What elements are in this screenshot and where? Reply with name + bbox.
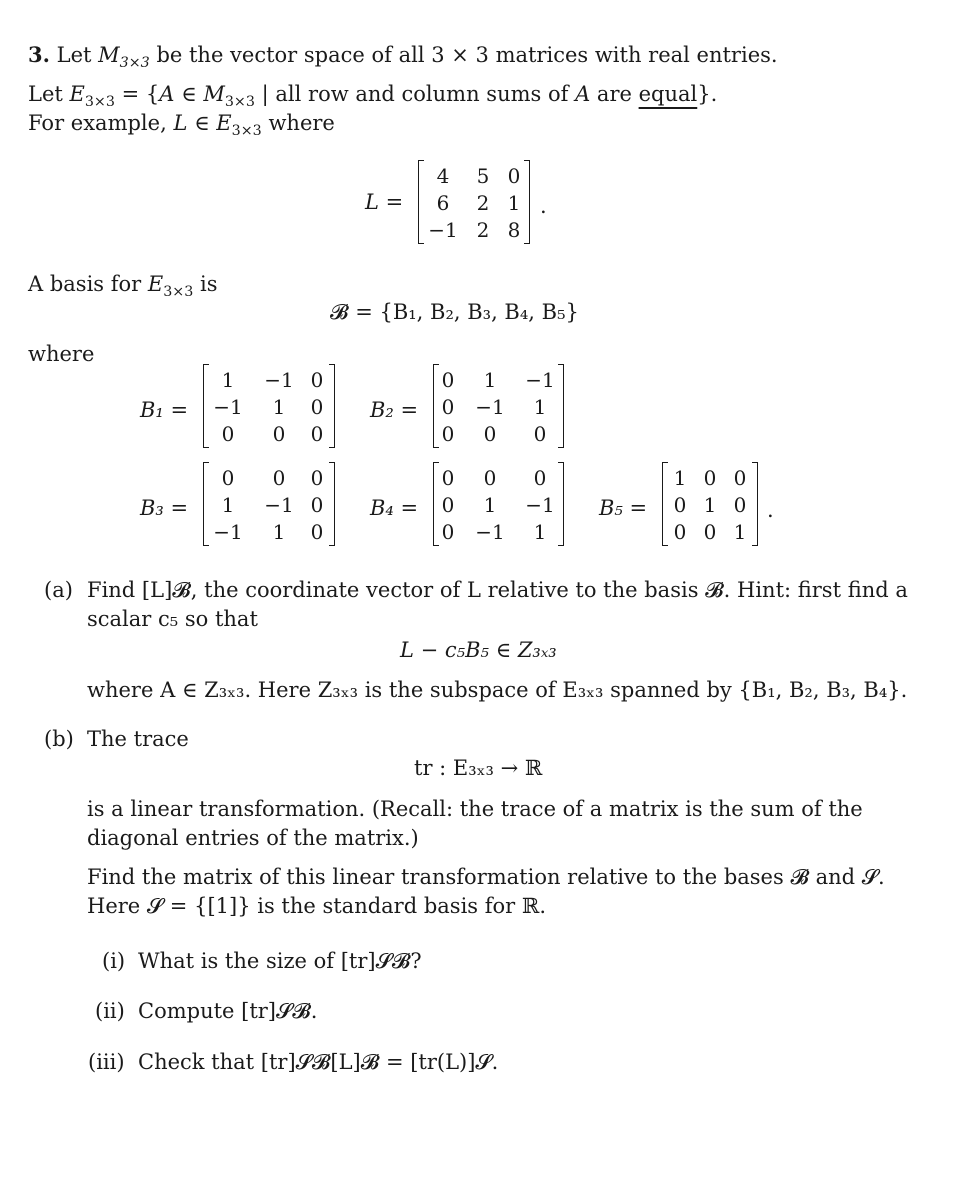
matrix-cell: 0 (703, 466, 717, 490)
matrix-cell: 2 (476, 191, 490, 215)
part-b-equation: tr : E₃ₓ₃ → ℝ (414, 756, 543, 780)
m3x3-symbol: $M_{3\times 3}$ (98, 43, 150, 71)
basis-lead: A basis for (28, 272, 142, 296)
matrix-cell: 1 (483, 368, 497, 392)
B3-matrix (203, 462, 335, 546)
matrix-cell: 1 (733, 520, 747, 544)
part-b-label: (b) (44, 727, 74, 751)
matrix-cell: 0 (272, 422, 286, 446)
define-lead: Let (28, 82, 63, 106)
matrix-cell: 0 (441, 520, 455, 544)
where-text: where (28, 342, 95, 366)
problem-number: 3. (28, 42, 50, 67)
intro-lead: Let (56, 43, 92, 67)
basis-set: 𝓑 = {B₁, B₂, B₃, B₄, B₅} (330, 300, 579, 324)
matrix-cell: 1 (221, 368, 235, 392)
matrix-cell: 0 (733, 466, 747, 490)
matrix-cell: 1 (507, 191, 521, 215)
matrix-cell: 0 (533, 466, 547, 490)
matrix-cell: 0 (441, 395, 455, 419)
matrix-cell: 0 (483, 422, 497, 446)
matrix-cell: −1 (213, 395, 243, 419)
matrix-cell: 1 (533, 520, 547, 544)
B5-matrix (662, 462, 758, 546)
matrix-cell: 0 (310, 520, 324, 544)
part-a-line3: where A ∈ Z₃ₓ₃. Here Z₃ₓ₃ is the subspace of E₃ₓ₃ spanned by {B₁, B₂, B₃, B₄}. (87, 678, 908, 702)
intro-tail: be the vector space of all 3 × 3 matrices with real entries. (156, 43, 778, 67)
B2-matrix (433, 364, 564, 448)
matrix-cell: −1 (264, 368, 294, 392)
matrix-cell: 0 (733, 493, 747, 517)
B2-label: B₂ = (370, 398, 419, 422)
B3-label: B₃ = (140, 496, 189, 520)
B4-matrix (433, 462, 564, 546)
matrix-cell: 0 (533, 422, 547, 446)
matrix-cell: 0 (703, 520, 717, 544)
part-a-line1: Find [L]𝓑, the coordinate vector of L relative to the basis 𝓑. Hint: first find a (87, 578, 908, 602)
matrix-cell: 0 (221, 422, 235, 446)
matrix-cell: −1 (213, 520, 243, 544)
matrix-cell: −1 (264, 493, 294, 517)
part-b-line3: diagonal entries of the matrix.) (87, 826, 419, 850)
part-b-line5: Here 𝓢 = {[1]} is the standard basis for ℝ. (87, 894, 547, 918)
matrix-cell: 5 (476, 164, 490, 188)
L-matrix (418, 160, 530, 244)
part-a-line2: scalar c₅ so that (87, 607, 258, 631)
define-equal: equal (638, 82, 698, 106)
matrix-cell: 0 (310, 493, 324, 517)
B5-label: B₅ = (599, 496, 648, 520)
example-lead: For example, (28, 111, 167, 135)
matrix-cell: 6 (436, 191, 450, 215)
example-tail: where (268, 111, 335, 135)
B4-label: B₄ = (370, 496, 419, 520)
matrix-cell: 0 (441, 466, 455, 490)
sub-i-label: (i) (102, 949, 126, 973)
definition-line: Let $E_{3\times 3} = \{A$ ∈ $M_{3\times 3}$ | all row and column sums of A are equal}. (28, 82, 718, 110)
matrix-cell: 1 (703, 493, 717, 517)
matrix-cell: 0 (221, 466, 235, 490)
matrix-cell: 0 (673, 520, 687, 544)
matrix-cell: 0 (507, 164, 521, 188)
matrix-cell: 0 (441, 422, 455, 446)
B1-matrix (203, 364, 335, 448)
define-condition: all row and column sums of (275, 82, 569, 106)
matrix-cell: 0 (673, 493, 687, 517)
matrix-cell: 0 (441, 368, 455, 392)
matrix-cell: −1 (428, 218, 458, 242)
matrix-cell: 1 (673, 466, 687, 490)
matrix-cell: 0 (310, 422, 324, 446)
define-are: are (596, 82, 632, 106)
part-b-line1: The trace (87, 727, 189, 751)
matrix-cell: 0 (310, 395, 324, 419)
example-line: For example, L ∈ $E_{3\times 3}$ where (28, 111, 335, 139)
matrix-cell: −1 (525, 368, 555, 392)
matrix-cell: 2 (476, 218, 490, 242)
matrix-cell: 1 (221, 493, 235, 517)
sub-ii-text: Compute [tr]𝓢𝓑. (138, 999, 318, 1023)
matrix-cell: 0 (483, 466, 497, 490)
sub-i-text: What is the size of [tr]𝓢𝓑? (138, 949, 422, 973)
matrix-cell: 1 (483, 493, 497, 517)
B5-period: . (767, 498, 774, 522)
matrix-cell: 8 (507, 218, 521, 242)
L-period: . (540, 194, 547, 218)
basis-line: A basis for $E_{3\times 3}$ is (28, 272, 218, 300)
L-label: L = (365, 190, 404, 214)
problem-intro (28, 42, 778, 71)
part-b-line2: is a linear transformation. (Recall: the trace of a matrix is the sum of the (87, 797, 863, 821)
matrix-cell: −1 (475, 520, 505, 544)
matrix-cell: −1 (525, 493, 555, 517)
matrix-cell: 0 (310, 368, 324, 392)
matrix-cell: −1 (475, 395, 505, 419)
matrix-cell: 0 (272, 466, 286, 490)
basis-is: is (200, 272, 218, 296)
sub-iii-label: (iii) (88, 1050, 125, 1074)
matrix-cell: 1 (272, 395, 286, 419)
matrix-cell: 1 (533, 395, 547, 419)
matrix-cell: 0 (310, 466, 324, 490)
sub-iii-text: Check that [tr]𝓢𝓑[L]𝓑 = [tr(L)]𝓢. (138, 1050, 499, 1074)
matrix-cell: 0 (441, 493, 455, 517)
sub-ii-label: (ii) (95, 999, 125, 1023)
part-b-line4: Find the matrix of this linear transformation relative to the bases 𝓑 and 𝓢. (87, 865, 885, 889)
matrix-cell: 1 (272, 520, 286, 544)
part-a-label: (a) (44, 578, 73, 602)
B1-label: B₁ = (140, 398, 189, 422)
part-a-equation: L − c₅B₅ ∈ Z₃ₓ₃ (400, 638, 557, 662)
matrix-cell: 4 (436, 164, 450, 188)
